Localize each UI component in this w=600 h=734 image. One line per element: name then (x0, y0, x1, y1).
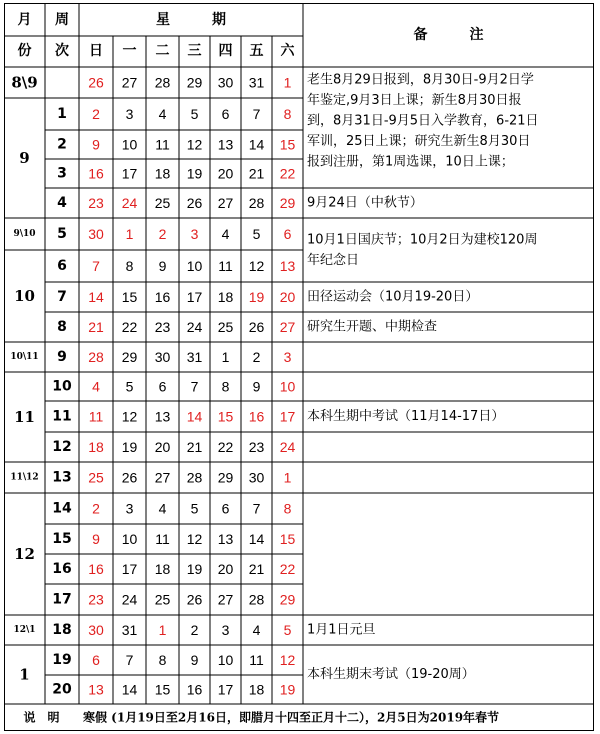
day-cell: 12 (121, 408, 138, 425)
day-cell: 22 (279, 561, 296, 577)
week-number: 16 (52, 561, 72, 577)
week-number: 6 (57, 258, 67, 274)
day-cell: 2 (252, 349, 261, 365)
day-cell: 27 (154, 469, 171, 486)
day-cell: 8 (125, 258, 134, 274)
header-remarks: 备 注 (413, 27, 484, 43)
week-number: 20 (52, 681, 72, 698)
day-cell: 10 (186, 258, 203, 274)
day-cell: 5 (190, 106, 199, 122)
day-cell: 21 (248, 561, 265, 577)
month-label: 9 (19, 149, 30, 167)
day-cell: 23 (88, 591, 104, 608)
day-cell: 28 (154, 74, 171, 91)
header-weekday: 三 (187, 43, 202, 59)
day-cell: 11 (155, 136, 170, 153)
day-cell: 14 (88, 289, 104, 305)
day-cell: 27 (121, 74, 138, 91)
day-cell: 24 (279, 439, 296, 455)
day-cell: 5 (125, 378, 134, 395)
month-label: 11 (14, 408, 35, 426)
week-number: 5 (57, 226, 67, 242)
day-cell: 9 (92, 136, 100, 153)
day-cell: 18 (154, 165, 171, 182)
week-number: 8 (57, 319, 67, 335)
note-line: 本科生期末考试（19-20周） (307, 667, 475, 682)
month-label: 1 (19, 665, 30, 684)
day-cell: 12 (186, 531, 203, 547)
day-cell: 19 (121, 439, 138, 455)
footer-text: 寒假 (1月19日至2月16日，即腊月十四至正月十二），2月5日为2019年春节 (83, 710, 500, 725)
day-cell: 28 (248, 195, 265, 211)
month-label: 10 (14, 287, 35, 305)
day-cell: 2 (158, 226, 167, 242)
day-cell: 26 (121, 469, 138, 486)
day-cell: 18 (88, 439, 104, 455)
day-cell: 15 (279, 136, 296, 153)
day-cell: 30 (248, 469, 265, 486)
day-cell: 22 (121, 319, 138, 335)
day-cell: 18 (154, 561, 171, 577)
note-line: 1月1日元旦 (307, 622, 376, 638)
day-cell: 4 (252, 622, 261, 638)
day-cell: 27 (217, 591, 234, 608)
day-cell: 14 (248, 136, 265, 153)
day-cell: 6 (283, 226, 292, 242)
day-cell: 23 (154, 319, 171, 335)
day-cell: 4 (158, 500, 167, 517)
month-label: 12\1 (13, 625, 36, 635)
day-cell: 16 (88, 561, 104, 577)
day-cell: 13 (217, 531, 234, 547)
footer-label: 说 明 (23, 710, 60, 725)
day-cell: 18 (217, 289, 234, 305)
day-cell: 17 (217, 681, 234, 698)
note-line: 本科生期中考试（11月14-17日） (307, 409, 505, 424)
day-cell: 4 (92, 378, 100, 395)
day-cell: 20 (279, 289, 296, 305)
academic-calendar (4, 3, 594, 731)
day-cell: 10 (279, 378, 296, 395)
day-cell: 20 (217, 165, 234, 182)
week-number: 3 (57, 165, 67, 182)
day-cell: 16 (186, 681, 203, 698)
day-cell: 30 (88, 226, 104, 242)
day-cell: 21 (248, 165, 265, 182)
day-cell: 16 (248, 408, 265, 425)
day-cell: 19 (248, 289, 265, 305)
header-month-2: 份 (17, 43, 32, 59)
day-cell: 7 (190, 378, 199, 395)
day-cell: 15 (279, 531, 296, 547)
day-cell: 23 (248, 439, 265, 455)
day-cell: 13 (88, 681, 104, 698)
week-number: 15 (52, 531, 72, 547)
day-cell: 2 (92, 106, 100, 122)
day-cell: 4 (221, 226, 230, 242)
day-cell: 26 (186, 195, 203, 211)
week-number: 2 (57, 136, 67, 153)
day-cell: 20 (217, 561, 234, 577)
day-cell: 21 (186, 439, 203, 455)
note-line: 军训，25日上课；研究生新生8月30日 (307, 134, 531, 149)
week-number: 11 (52, 408, 72, 425)
day-cell: 28 (248, 591, 265, 608)
note-line: 报到注册，第1周选课，10日上课； (307, 154, 514, 170)
day-cell: 8 (221, 378, 230, 395)
header-week-2: 次 (55, 43, 69, 59)
day-cell: 9 (92, 531, 100, 547)
day-cell: 26 (248, 319, 265, 335)
day-cell: 10 (121, 136, 138, 153)
week-number: 7 (57, 289, 67, 305)
day-cell: 15 (154, 681, 171, 698)
day-cell: 6 (158, 378, 167, 395)
day-cell: 17 (121, 561, 138, 577)
day-cell: 10 (121, 531, 138, 547)
month-label: 9\10 (13, 229, 36, 239)
day-cell: 13 (279, 258, 296, 274)
day-cell: 19 (186, 165, 203, 182)
week-number: 18 (52, 622, 72, 638)
note-line: 9月24日（中秋节） (307, 195, 423, 211)
day-cell: 2 (190, 622, 199, 638)
day-cell: 30 (88, 622, 104, 638)
month-label: 11\12 (10, 472, 39, 483)
day-cell: 15 (217, 408, 234, 425)
note-line: 10月1日国庆节；10月2日为建校120周 (307, 232, 538, 248)
day-cell: 12 (279, 652, 296, 668)
day-cell: 24 (121, 195, 138, 211)
day-cell: 25 (88, 469, 104, 486)
day-cell: 12 (186, 136, 203, 153)
day-cell: 5 (252, 226, 261, 242)
day-cell: 31 (121, 622, 138, 638)
header-weekday: 日 (89, 43, 103, 59)
day-cell: 3 (283, 349, 292, 365)
day-cell: 21 (88, 319, 104, 335)
day-cell: 5 (190, 500, 199, 517)
month-label: 8\9 (11, 73, 38, 92)
day-cell: 13 (154, 408, 171, 425)
day-cell: 28 (186, 469, 203, 486)
day-cell: 6 (221, 500, 230, 517)
week-number: 1 (57, 106, 67, 122)
day-cell: 29 (186, 74, 203, 91)
day-cell: 3 (125, 500, 134, 517)
day-cell: 26 (88, 74, 104, 91)
day-cell: 17 (186, 289, 203, 305)
day-cell: 1 (125, 226, 134, 242)
day-cell: 16 (88, 165, 104, 182)
day-cell: 25 (154, 591, 171, 608)
header-weekday: 四 (218, 43, 233, 59)
day-cell: 31 (248, 74, 265, 91)
day-cell: 14 (248, 531, 265, 547)
day-cell: 3 (221, 622, 230, 638)
day-cell: 24 (186, 319, 203, 335)
day-cell: 9 (252, 378, 261, 395)
day-cell: 30 (154, 349, 171, 365)
day-cell: 3 (190, 226, 199, 242)
week-number: 13 (52, 469, 72, 486)
day-cell: 25 (154, 195, 171, 211)
day-cell: 10 (217, 652, 234, 668)
day-cell: 7 (92, 258, 100, 274)
day-cell: 24 (121, 591, 138, 608)
month-label: 12 (14, 545, 35, 563)
day-cell: 1 (221, 349, 230, 365)
day-cell: 11 (155, 531, 170, 547)
week-number: 12 (52, 439, 72, 455)
header-weekday: 一 (122, 43, 137, 59)
day-cell: 29 (217, 469, 234, 486)
day-cell: 8 (283, 106, 292, 122)
note-line: 到，8月31日-9月5日入学教育，6-21日 (307, 113, 539, 129)
day-cell: 22 (217, 439, 234, 455)
day-cell: 14 (186, 408, 203, 425)
day-cell: 30 (217, 74, 234, 91)
day-cell: 11 (88, 408, 104, 425)
day-cell: 11 (249, 652, 264, 668)
day-cell: 29 (279, 591, 296, 608)
day-cell: 4 (158, 106, 167, 122)
note-line: 研究生开题、中期检查 (307, 319, 438, 335)
header-weekdays-title: 星 期 (156, 12, 226, 28)
day-cell: 14 (121, 681, 138, 698)
day-cell: 16 (154, 289, 171, 305)
day-cell: 12 (248, 258, 265, 274)
header-weekday: 二 (155, 43, 170, 59)
day-cell: 2 (92, 500, 100, 517)
header-weekday: 五 (249, 43, 264, 59)
day-cell: 7 (252, 106, 261, 122)
week-number: 19 (52, 652, 72, 668)
week-number: 17 (52, 591, 72, 608)
day-cell: 25 (217, 319, 234, 335)
note-line: 年纪念日 (307, 252, 360, 268)
header-month: 月 (17, 12, 32, 28)
day-cell: 7 (125, 652, 134, 668)
day-cell: 13 (217, 136, 234, 153)
day-cell: 17 (121, 165, 138, 182)
day-cell: 11 (218, 258, 233, 274)
day-cell: 6 (221, 106, 230, 122)
day-cell: 3 (125, 106, 134, 122)
day-cell: 19 (186, 561, 203, 577)
note-line: 老生8月29日报到，8月30日-9月2日学 (307, 72, 534, 88)
day-cell: 1 (158, 622, 167, 638)
day-cell: 28 (88, 349, 104, 365)
day-cell: 17 (279, 408, 296, 425)
day-cell: 18 (248, 681, 265, 698)
note-line: 田径运动会（10月19-20日） (307, 289, 479, 305)
day-cell: 1 (283, 74, 292, 91)
week-number: 14 (52, 500, 72, 517)
day-cell: 8 (158, 652, 167, 668)
day-cell: 27 (279, 319, 296, 335)
header-weekday: 六 (280, 43, 295, 59)
day-cell: 5 (283, 622, 292, 638)
day-cell: 7 (252, 500, 261, 517)
day-cell: 23 (88, 195, 104, 211)
day-cell: 20 (154, 439, 171, 455)
calendar-table (4, 3, 594, 731)
day-cell: 8 (283, 500, 292, 517)
day-cell: 15 (121, 289, 138, 305)
day-cell: 29 (279, 195, 296, 211)
day-cell: 1 (283, 469, 292, 486)
day-cell: 9 (190, 652, 199, 668)
day-cell: 26 (186, 591, 203, 608)
day-cell: 27 (217, 195, 234, 211)
day-cell: 6 (92, 652, 100, 668)
day-cell: 29 (121, 349, 138, 365)
week-number: 9 (57, 349, 67, 365)
week-number: 10 (52, 378, 72, 395)
note-line: 年鉴定,9月3日上课；新生8月30日报 (307, 93, 522, 108)
day-cell: 9 (158, 258, 167, 274)
month-label: 10\11 (10, 352, 39, 362)
day-cell: 22 (279, 165, 296, 182)
day-cell: 19 (279, 681, 296, 698)
week-number: 4 (57, 195, 67, 211)
header-week: 周 (55, 12, 69, 28)
day-cell: 31 (186, 349, 203, 365)
